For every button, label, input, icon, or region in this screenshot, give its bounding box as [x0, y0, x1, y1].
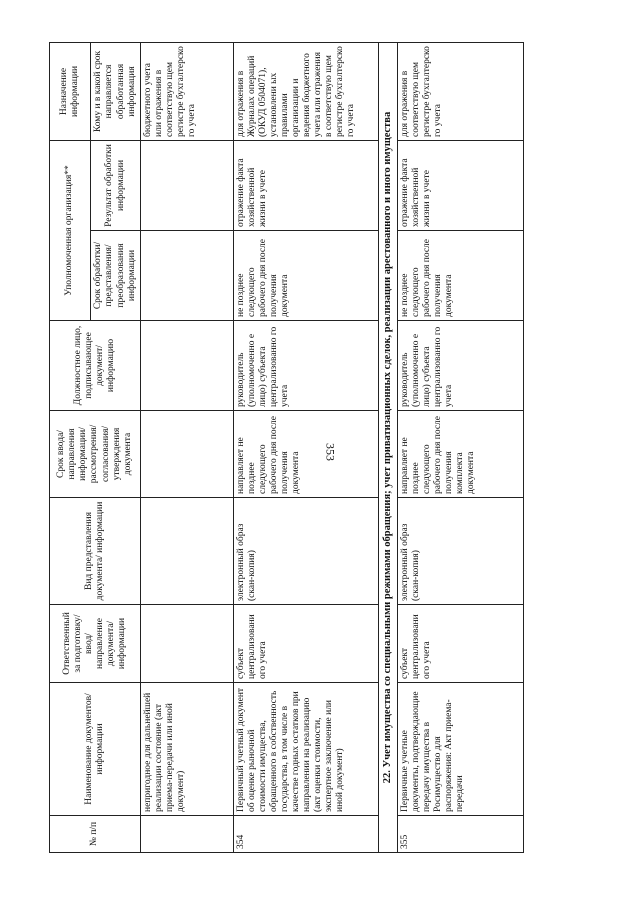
- cell-name: Первичные учетные документы, подтверждающие передачу имущества в Росимущество для распоряжения: Акт приема-передачи: [398, 683, 524, 816]
- cell-deadline: направляет не позднее следующего рабочего дня после получения документа: [234, 411, 379, 498]
- cell-view: электронный образ (скан-копия): [234, 498, 379, 605]
- header-deadline: Срок ввода/ направления информации/ рассмотрения/ согласования/ утверждения документа: [50, 411, 141, 498]
- cell-auth-deadline: [141, 231, 234, 321]
- table-row: [141, 42, 234, 852]
- section-heading-row: [379, 42, 398, 852]
- section-heading: 22. Учет имущества со специальными режимами обращения; учет приватизационных сделок, реализации арестованного и иного имущества: [379, 42, 398, 852]
- header-responsible: Ответственный за подготовку/ ввод/ направление документа/ информации: [50, 605, 141, 683]
- cell-official: руководитель (уполномоченно е лицо) субъекта централизованно го учета: [398, 321, 524, 411]
- cell-auth-deadline: не позднее следующего рабочего дня после получения документа: [234, 231, 379, 321]
- cell-responsible: [141, 605, 234, 683]
- cell-name: Первичный учетный документ об оценке рыночной стоимости имущества, обращенного в собственность государства, в том числе в качестве годных остатков при направлении на реализацию (акт оценки стоимости, экспертное заключение или иной документ): [234, 683, 379, 816]
- rotated-table-frame: [49, 43, 609, 853]
- cell-responsible: субъект централизовани ого учета: [234, 605, 379, 683]
- cell-num: [141, 816, 234, 853]
- header-purpose-sub: Кому и в какой срок направляется обработанная информация: [91, 42, 141, 140]
- cell-auth-deadline: не позднее следующего рабочего дня после получения документа: [398, 231, 524, 321]
- cell-name: непригодное для дальнейшей реализации состояние (акт приема-передачи или иной документ): [141, 683, 234, 816]
- cell-official: руководитель (уполномоченно е лицо) субъекта централизованно го учета: [234, 321, 379, 411]
- accounting-documents-table: [49, 42, 524, 853]
- cell-num: 354: [234, 816, 379, 853]
- cell-purpose: для отражения в соответствую щем регистре бухгалтерско го учета: [398, 42, 524, 140]
- cell-responsible: субъект централизовани ого учета: [398, 605, 524, 683]
- header-purpose: Назначение информации: [50, 42, 91, 140]
- cell-deadline: направляет не позднее следующего рабочего дня после получения комплекта документа: [398, 411, 524, 498]
- header-official: Должностное лицо, подписывающее документ/ информацию: [50, 321, 141, 411]
- header-auth-deadline: Срок обработки/ представления/ преобразования информации: [91, 231, 141, 321]
- page-number: 353: [323, 443, 338, 461]
- header-authorized-org: Уполномоченная организация**: [50, 140, 91, 320]
- table-row: [398, 42, 524, 852]
- cell-deadline: [141, 411, 234, 498]
- cell-auth-result: отражение факта хозяйственной жизни в учете: [234, 140, 379, 230]
- header-view: Вид представления документа/ информации: [50, 498, 141, 605]
- cell-auth-result: [141, 140, 234, 230]
- header-num: № п/п: [50, 816, 141, 853]
- header-auth-result: Результат обработки информации: [91, 140, 141, 230]
- cell-auth-result: отражение факта хозяйственной жизни в учете: [398, 140, 524, 230]
- cell-purpose: для отражения в Журналах операций (ОКУД 0504071), установлени ых правилами организации и ведения бюджетного учета или отражения в соответствую щем регистре бухгалтерско го учета: [234, 42, 379, 140]
- cell-num: 355: [398, 816, 524, 853]
- header-row: [50, 42, 91, 852]
- table-row: [234, 42, 379, 852]
- cell-official: [141, 321, 234, 411]
- cell-view: [141, 498, 234, 605]
- header-name: Наименование документов/информации: [50, 683, 141, 816]
- cell-view: электронный образ (скан-копия): [398, 498, 524, 605]
- cell-purpose: бюджетного учета или отражения в соответствую щем регистре бухгалтерско го учета: [141, 42, 234, 140]
